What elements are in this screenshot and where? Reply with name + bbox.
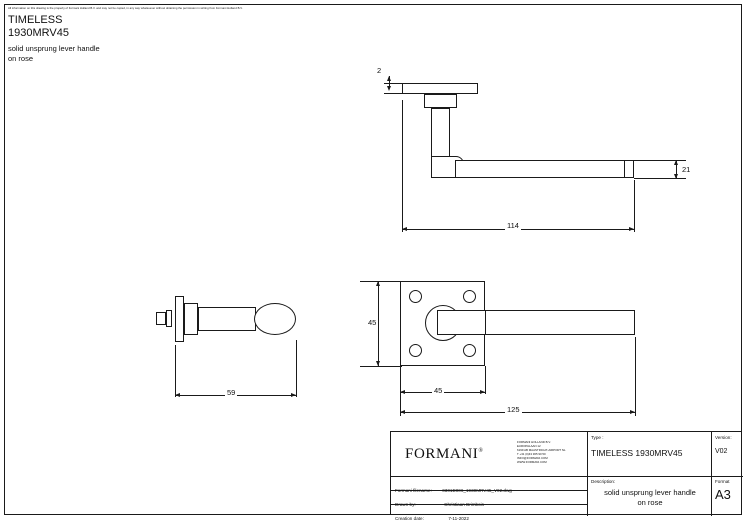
rose-screw-hole-bottom-left	[409, 344, 422, 357]
format-label: Format	[715, 479, 730, 484]
drawn-by-label: Drawn by:	[395, 502, 416, 507]
spindle-side-view	[156, 312, 166, 325]
dim-21-label: 21	[682, 165, 691, 174]
creation-date-label: Creation date:	[395, 516, 424, 521]
lever-end-line-top-view	[624, 160, 625, 178]
dim-59-arrow-left	[175, 393, 180, 397]
dim-125-arrow-left	[400, 410, 405, 414]
lever-end-side-view	[254, 303, 296, 335]
rose-screw-hole-bottom-right	[463, 344, 476, 357]
rose-plate-top-view	[402, 83, 478, 94]
dim-59-ext-left	[175, 345, 176, 397]
company-logo	[405, 446, 484, 463]
product-family-title: TIMELESS	[8, 14, 63, 26]
lever-bar-top-view	[455, 160, 634, 178]
dim-125-label: 125	[507, 405, 520, 414]
address-line-6: WWW.FORMANI.COM	[517, 460, 547, 465]
dim-114-arrow-left	[402, 227, 407, 231]
dim-45v-ext-bottom	[360, 366, 402, 367]
dim-2-arrow-up	[387, 76, 391, 81]
lever-bar-front-view	[485, 310, 635, 335]
copyright-note: All information on this drawing is the property of Formani Holland B.V. and may not be copied, in any way whatsoever without obtaining the permission in writing from Formani Holland B.V.	[8, 6, 243, 10]
rose-screw-hole-top-right	[463, 290, 476, 303]
filename-value: 0301D006_1930MRV45_V02.dwg	[442, 488, 512, 493]
description-value-line2: on rose	[637, 497, 663, 507]
filename-label: Formani filename:	[395, 488, 432, 493]
dim-45h-ext-right	[485, 366, 486, 394]
registered-mark: ®	[478, 448, 484, 454]
dim-45v-label: 45	[368, 318, 377, 327]
dim-125-arrow-right	[630, 410, 635, 414]
rose-plate-side-view	[175, 296, 184, 342]
dim-45h-label: 45	[434, 386, 443, 395]
company-logo-text: FORMANI	[405, 446, 479, 462]
rose-screw-hole-top-left	[409, 290, 422, 303]
dim-59-ext-right	[296, 340, 297, 397]
fixing-screw-side-view	[166, 310, 172, 327]
tb-div-right	[711, 432, 712, 516]
type-label: Type :	[591, 435, 604, 440]
drawn-by-value: Christiaan Brimbois	[444, 502, 484, 507]
product-code-title: 1930MRV45	[8, 27, 69, 39]
tb-div-bottom-1	[587, 476, 588, 516]
product-subtitle-line1: solid unsprung lever handle	[8, 44, 100, 53]
handle-neck-side-view	[198, 307, 256, 331]
tb-div-top-1	[587, 432, 588, 476]
title-block	[390, 431, 742, 521]
rose-boss-top-view	[424, 94, 457, 108]
tb-hline-1	[391, 476, 743, 477]
dim-21-arrow-up	[674, 160, 678, 165]
dim-21-ext-line-top	[634, 160, 686, 161]
dim-114-ext-right	[634, 180, 635, 232]
dim-59-label: 59	[227, 388, 236, 397]
version-value: V02	[715, 448, 728, 455]
address-line-2: EUROPALAAN 12	[517, 444, 541, 449]
dim-45v-arrow-down	[376, 361, 380, 366]
address-line-4: T +31 (0)43 365 90 50	[517, 452, 546, 457]
dim-114-ext-left	[402, 100, 403, 232]
description-value-line1: solid unsprung lever handle	[604, 488, 696, 497]
dim-2-label: 2	[377, 66, 382, 75]
dim-114-label: 114	[507, 221, 519, 230]
version-label: Version:	[715, 435, 732, 440]
format-value: A3	[715, 487, 731, 502]
dim-45v-arrow-up	[376, 281, 380, 286]
product-subtitle-line2: on rose	[8, 53, 34, 63]
dim-125-ext-right	[635, 337, 636, 416]
dim-59-arrow-right	[291, 393, 296, 397]
dim-45h-arrow-right	[480, 390, 485, 394]
address-line-5: INFO@FORMANI.COM	[517, 456, 548, 461]
dim-21-ext-line-bottom	[634, 178, 686, 179]
dim-45v-ext-top	[360, 281, 402, 282]
rose-boss-side-view	[184, 303, 198, 335]
page-title	[8, 14, 208, 63]
dim-2-ext-line-top	[384, 83, 404, 84]
dim-2-ext-line-bottom	[384, 93, 404, 94]
description-label: Description:	[591, 479, 616, 484]
dim-114-arrow-right	[629, 227, 634, 231]
address-line-1: FORMANI HOLLAND B.V.	[517, 440, 551, 444]
address-line-3: 6199 AB MAASTRICHT-AIRPORT NL	[517, 448, 566, 453]
creation-date-value: 7-11-2022	[448, 516, 469, 521]
type-value: TIMELESS 1930MRV45	[591, 448, 683, 458]
company-address	[517, 440, 566, 465]
dim-2-arrow-down	[387, 86, 391, 91]
dim-21-arrow-down	[674, 174, 678, 179]
